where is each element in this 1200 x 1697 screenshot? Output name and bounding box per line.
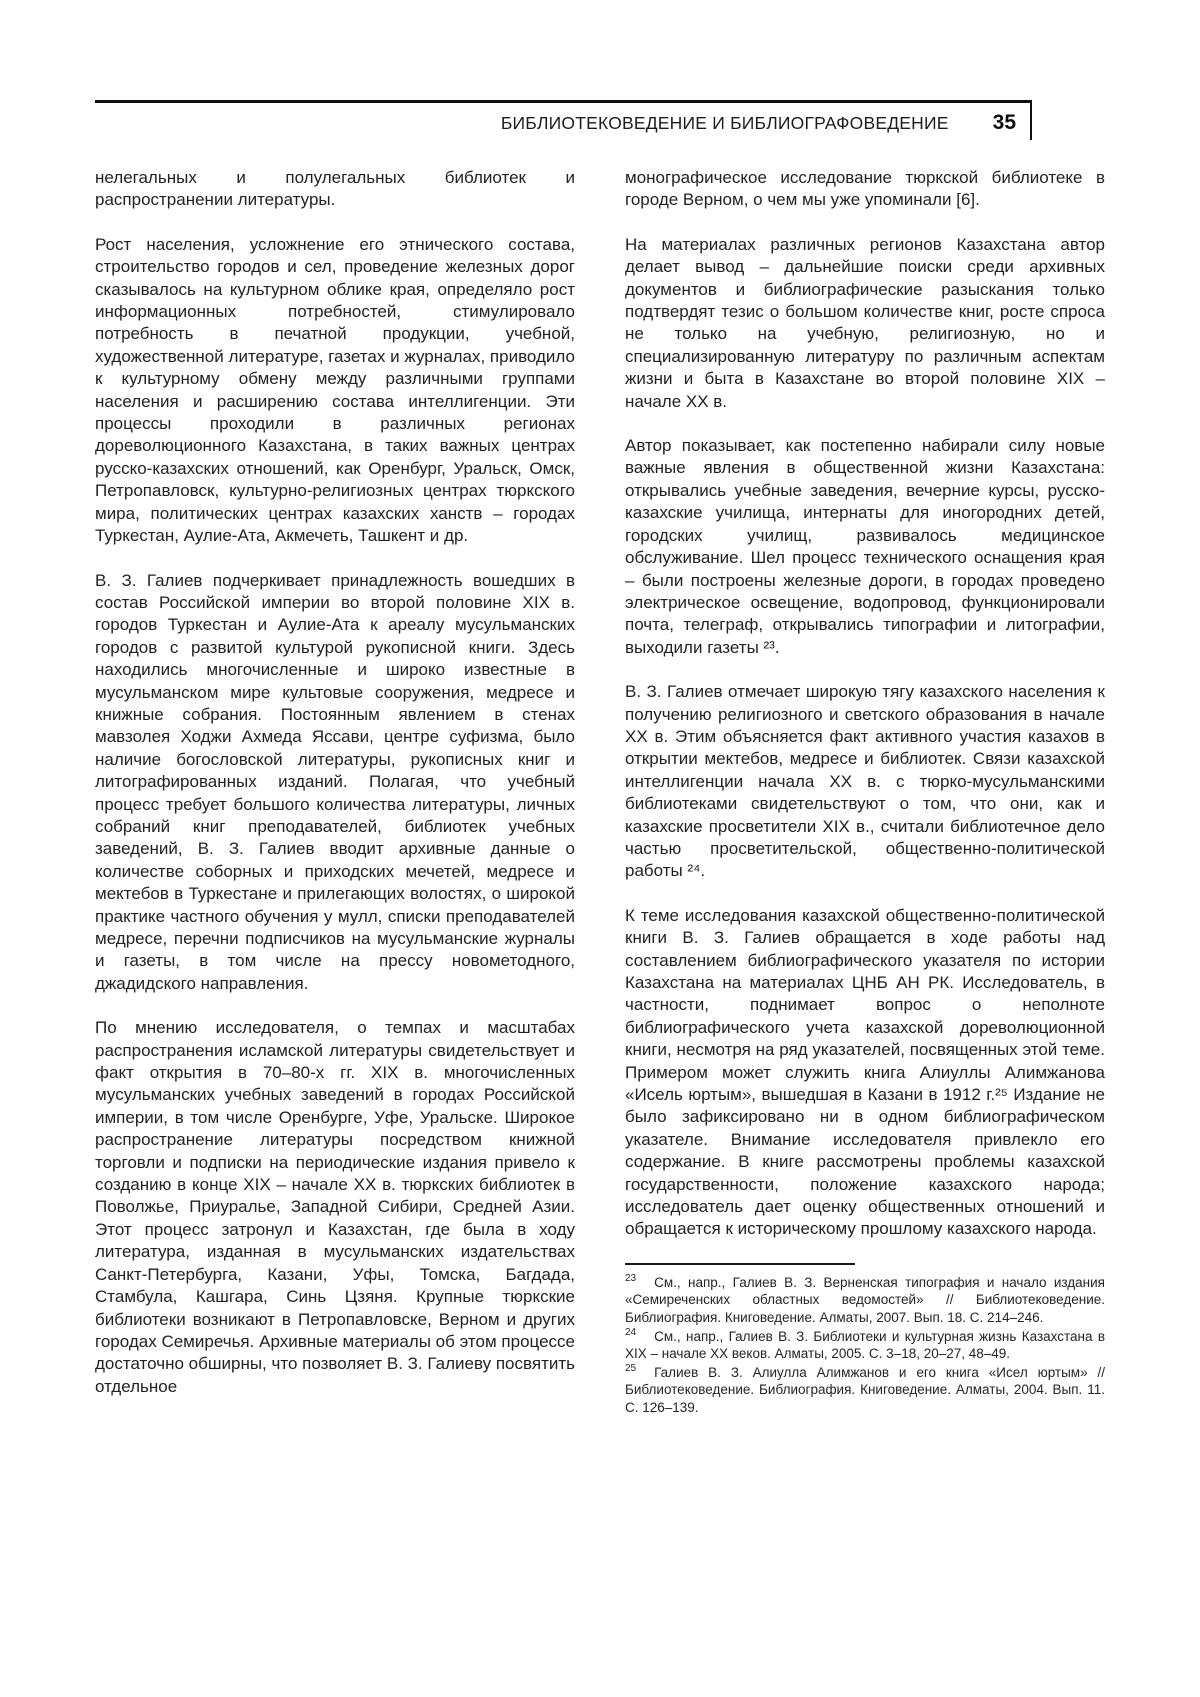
paragraph: монографическое исследование тюркской библиотеке в городе Верном, о чем мы уже упоминали [6]. <box>625 168 1105 210</box>
left-column <box>95 167 575 1420</box>
footnote <box>625 1364 1105 1417</box>
footnotes <box>625 1263 1105 1417</box>
footnote <box>625 1274 1105 1327</box>
page-header <box>95 100 1105 140</box>
paragraph: К теме исследования казахской общественно-политической книги В. З. Галиев обращается в ходе работы над составлением библиографического указателя по истории Казахстана на материалах ЦНБ АН РК. Исследователь, в частности, поднимает вопрос о неполноте библиографического учета казахской дореволюционной книги, несмотря на ряд указателей, посвященных этой теме. Примером может служить книга Алиуллы Алимжанова «Исель юртым», вышедшая в Казани в 1912 г.²⁵ Издание не было зафиксировано ни в одном библиографическом указателе. Внимание исследователя привлекло его содержание. В книге рассмотрены проблемы казахской государственности, положение казахского народа; исследователь дает оценку общественных отношений и обращается к историческому прошлому казахского народа. <box>625 905 1105 1239</box>
paragraph: В. З. Галиев отмечает широкую тягу казахского населения к получению религиозного и светского образования в начале XX в. Этим объясняется факт активного участия казахов в открытии мектебов, медресе и библиотек. Связи казахской интеллигенции начала XX в. с тюрко-мусульманскими библиотеками свидетельствуют о том, что они, как и казахские просветители XIX в., считали библиотечное дело частью просветительской, общественно-политической работы ²⁴. <box>625 682 1105 881</box>
page-number: 35 <box>992 111 1016 134</box>
paragraph: нелегальных и полулегальных библиотек и распространении литературы. <box>95 168 575 210</box>
running-title: БИБЛИОТЕКОВЕДЕНИЕ И БИБЛИОГРАФОВЕДЕНИЕ <box>500 113 949 133</box>
paragraph: Автор показывает, как постепенно набирали силу новые важные явления в общественной жизни Казахстана: открывались учебные заведения, вечерние курсы, русско-казахские училища, интернаты для иногородних детей, городских училищ, развивалось медицинское обслуживание. Шел процесс технического оснащения края – были построены железные дороги, в городах проведено электрическое освещение, водопровод, функционировали почта, телеграф, открывались типографии и литографии, выходили газеты ²³. <box>625 436 1105 657</box>
right-column <box>625 167 1105 1420</box>
footnote <box>625 1328 1105 1363</box>
paragraph: Рост населения, усложнение его этнического состава, строительство городов и сел, проведение железных дорог сказывалось на культурном облике края, определяло рост информационных потребностей, стимулировало потребность в печатной продукции, учебной, художественной литературе, газетах и журналах, приводило к культурному обмену между различными группами населения и расширению состава интеллигенции. Эти процессы проходили в различных регионах дореволюционного Казахстана, в таких важных центрах русско-казахских отношений, как Оренбург, Уральск, Омск, Петропавловск, культурно-религиозных центрах тюркского мира, политических центрах казахских ханств – городах Туркестан, Аулие-Ата, Акмечеть, Ташкент и др. <box>95 234 575 546</box>
paragraph: По мнению исследователя, о темпах и масштабах распространения исламской литературы свидетельствует и факт открытия в 70–80-х гг. XIX в. многочисленных мусульманских учебных заведений в городах Российской империи, в том числе Оренбурге, Уфе, Уральске. Широкое распространение литературы посредством книжной торговли и подписки на периодические издания привело к созданию в конце XIX – начале XX в. тюркских библиотек в Поволжье, Приуралье, Западной Сибири, Средней Азии. Этот процесс затронул и Казахстан, где была в ходу литература, изданная в мусульманских издательствах Санкт-Петербурга, Казани, Уфы, Томска, Багдада, Стамбула, Кашгара, Синь Цзяня. Крупные тюркские библиотеки возникают в Петропавловске, Верном и других городах Семиречья. Архивные материалы об этом процессе достаточно обширны, что позволяет В. З. Галиеву посвятить отдельное <box>95 1018 575 1396</box>
footnote-marker: 24 <box>625 1327 637 1339</box>
paragraph: На материалах различных регионов Казахстана автор делает вывод – дальнейшие поиски среди архивных документов и библиографические разыскания только подтвердят тезис о большом количестве книг, росте спроса не только на учебную, религиозную, но и специализированную литературу по различным аспектам жизни и быта в Казахстане во второй половине XIX – начале XX в. <box>625 234 1105 411</box>
footnote-marker: 23 <box>625 1273 637 1285</box>
footnote-text: См., напр., Галиев В. З. Библиотеки и культурная жизнь Казахстана в XIX – начале XX веков. Алматы, 2005. С. 3–18, 20–27, 48–49. <box>625 1328 1105 1362</box>
footnote-text: См., напр., Галиев В. З. Верненская типография и начало издания «Семиреченских областных ведомостей» // Библиотековедение. Библиография. Книговедение. Алматы, 2007. Вып. 18. С. 214–246. <box>625 1274 1105 1326</box>
footnote-marker: 25 <box>625 1363 637 1375</box>
footnote-separator <box>625 1263 855 1265</box>
header-rule <box>95 100 1032 140</box>
article-body <box>95 167 1105 1420</box>
paragraph: В. З. Галиев подчеркивает принадлежность вошедших в состав Российской империи во второй половине XIX в. городов Туркестан и Аулие-Ата к ареалу мусульманских городов с развитой культурой рукописной книги. Здесь находились многочисленные и широко известные в мусульманском мире культовые сооружения, медресе и книжные собрания. Постоянным явлением в стенах мавзолея Ходжи Ахмеда Яссави, центре суфизма, было наличие богословской литературы, рукописных книг и литографированных изданий. Полагая, что учебный процесс требует большого количества литературы, личных собраний книг преподавателей, библиотек учебных заведений, В. З. Галиев вводит архивные данные о количестве соборных и приходских мечетей, медресе и мектебов в Туркестане и прилегающих волостях, о широкой практике частного обучения у мулл, списки преподавателей медресе, перечни подписчиков на мусульманские журналы и газеты, в том числе на прессу новометодного, джадидского направления. <box>95 570 575 993</box>
footnote-text: Галиев В. З. Алиулла Алимжанов и его книга «Исел юртым» // Библиотековедение. Библиография. Книговедение. Алматы, 2004. Вып. 11. С. 126–139. <box>625 1364 1105 1416</box>
